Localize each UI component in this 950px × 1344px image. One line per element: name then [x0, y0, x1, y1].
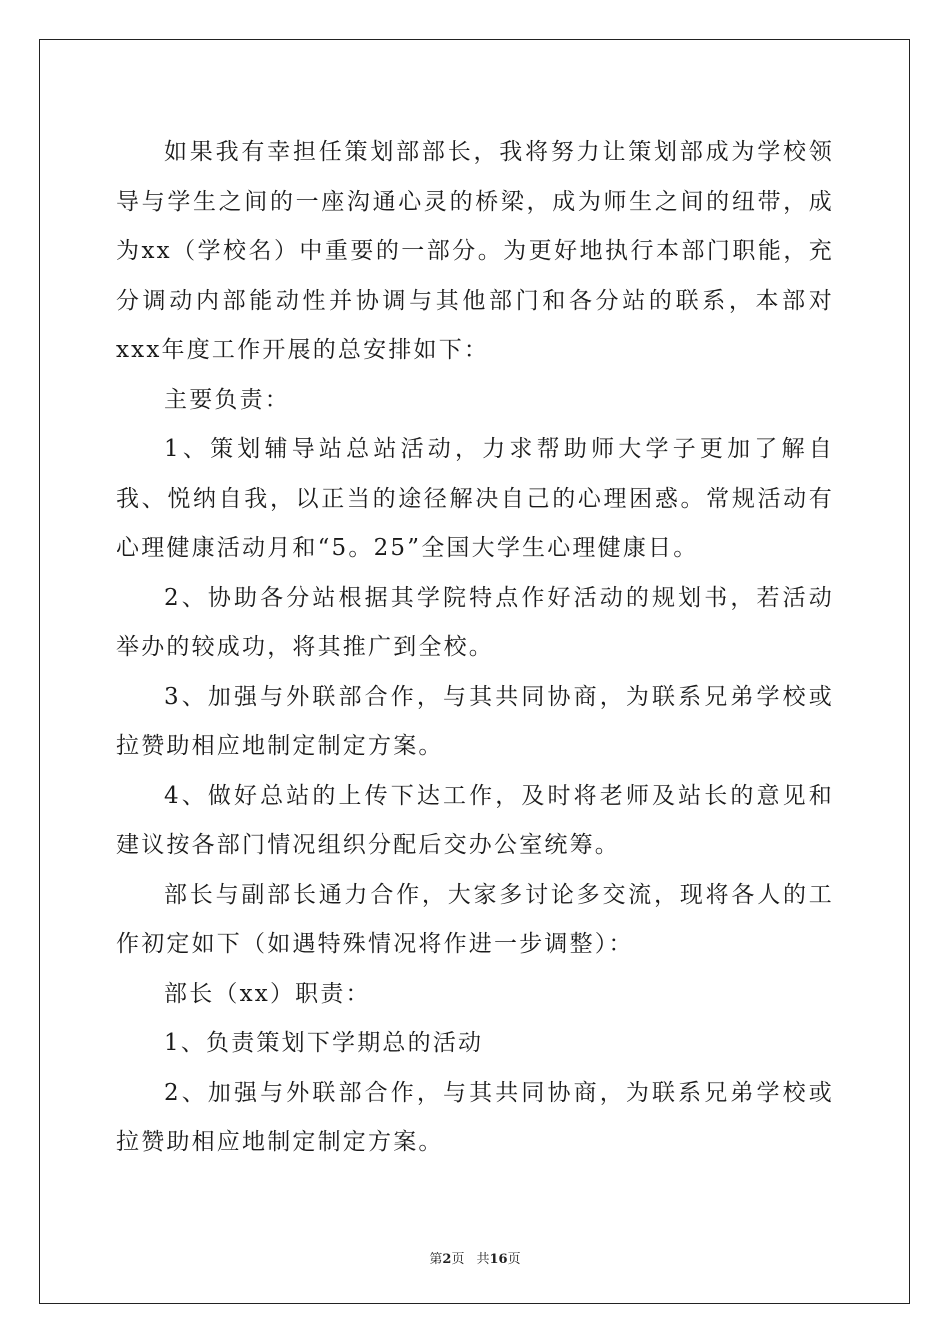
paragraph-minister-duty-1: 1、负责策划下学期总的活动: [164, 1030, 484, 1056]
footer-total-number: 16: [489, 1252, 508, 1267]
paragraph-minister-heading: 部长（xx）职责：: [164, 980, 371, 1007]
paragraph-cooperation: 部长与副部长通力合作，大家多讨论多交流，现将各人的工作初定如下（如遇特殊情况将作进一步调整）：: [116, 881, 834, 957]
paragraph-duty-3: 3、加强与外联部合作，与其共同协商，为联系兄弟学校或拉赞助相应地制定制定方案。: [116, 683, 834, 759]
footer-total-suffix: 页: [507, 1252, 521, 1267]
paragraph-duty-1: 1、策划辅导站总站活动，力求帮助师大学子更加了解自我、悦纳自我，以正当的途径解决自己的心理困惑。常规活动有心理健康活动月和“5。25”全国大学生心理健康日。: [116, 436, 834, 561]
paragraph-minister-duty-2: 2、加强与外联部合作，与其共同协商，为联系兄弟学校或拉赞助相应地制定制定方案。: [116, 1079, 834, 1155]
paragraph-main-duties-heading: 主要负责：: [164, 386, 290, 413]
page-footer: [0, 1248, 950, 1267]
document-body: [116, 128, 834, 1168]
footer-page-suffix: 页: [451, 1252, 465, 1267]
footer-page-prefix: 第: [429, 1252, 443, 1267]
paragraph-intro: 如果我有幸担任策划部部长，我将努力让策划部成为学校领导与学生之间的一座沟通心灵的桥梁，成为师生之间的纽带，成为xx（学校名）中重要的一部分。为更好地执行本部门职能，充分调动内部能动性并协调与其他部门和各分站的联系，本部对xxx年度工作开展的总安排如下：: [116, 139, 834, 363]
paragraph-duty-2: 2、协助各分站根据其学院特点作好活动的规划书，若活动举办的较成功，将其推广到全校。: [116, 584, 834, 660]
footer-page-number: 2: [442, 1252, 452, 1267]
paragraph-duty-4: 4、做好总站的上传下达工作，及时将老师及站长的意见和建议按各部门情况组织分配后交办公室统筹。: [116, 782, 834, 858]
footer-total-prefix: 共: [476, 1252, 490, 1267]
